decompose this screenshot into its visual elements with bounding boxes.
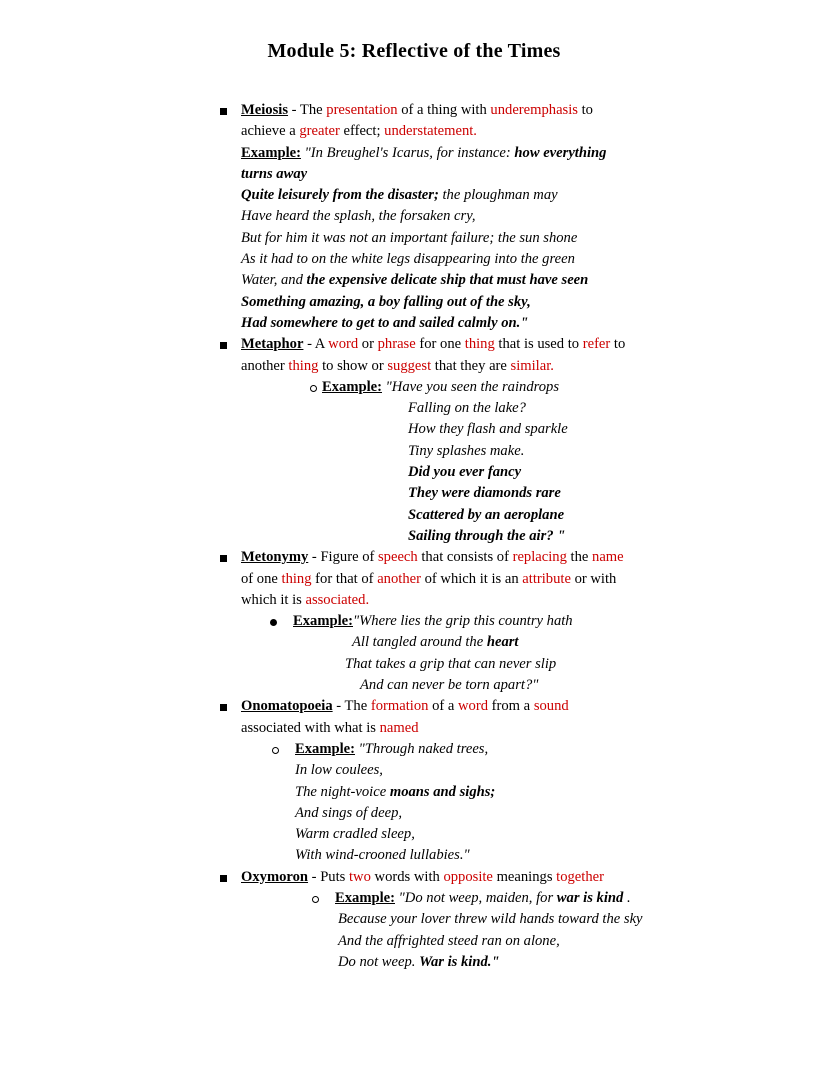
doc-line [220, 228, 805, 249]
text-segment: from a [488, 698, 534, 715]
text-segment: Sailing through the air? " [408, 527, 566, 544]
text-segment: words with [370, 868, 444, 885]
doc-line [220, 249, 805, 270]
text-segment: war is kind [556, 889, 624, 906]
circle-bullet-icon [310, 385, 317, 392]
text-segment: Example: [241, 144, 301, 161]
doc-line [220, 164, 805, 185]
doc-line [220, 483, 805, 504]
doc-line [220, 867, 805, 888]
text-segment: presentation [326, 102, 398, 118]
text-segment: which it is [241, 591, 306, 608]
text-segment: Example: [322, 378, 382, 395]
text-segment: to show or [318, 357, 388, 374]
text-segment: Water, and [241, 272, 307, 289]
doc-line [220, 590, 805, 611]
doc-line [220, 654, 805, 675]
text-segment: - The [332, 698, 371, 715]
doc-line [220, 718, 805, 739]
doc-line [220, 739, 805, 760]
square-bullet-icon [220, 342, 227, 349]
text-segment: Example: [295, 740, 355, 757]
text-segment: word [328, 336, 359, 353]
text-segment: Metonymy [241, 549, 309, 566]
doc-line [220, 675, 805, 696]
text-segment: similar. [510, 357, 554, 374]
doc-line [220, 845, 805, 866]
text-segment: In low coulees, [295, 762, 383, 779]
doc-line [220, 313, 805, 334]
doc-line [220, 632, 805, 653]
square-bullet-icon [220, 108, 227, 115]
doc-line [220, 909, 805, 930]
text-segment: of one [241, 570, 282, 587]
doc-line [220, 760, 805, 781]
doc-line [220, 292, 805, 313]
text-segment: Because your lover threw wild hands toward the sky [338, 911, 643, 928]
text-segment: associated with what is [241, 719, 380, 736]
square-bullet-icon [220, 704, 227, 711]
text-segment: - Figure of [308, 549, 378, 566]
text-segment: to [577, 102, 593, 118]
text-segment: Example: [293, 613, 353, 630]
text-segment: attribute [522, 570, 571, 587]
text-segment: Do not weep. [338, 953, 420, 970]
text-segment: word [458, 698, 489, 715]
text-segment: "Have you seen the raindrops [385, 378, 560, 395]
doc-line [220, 782, 805, 803]
text-segment: replacing [512, 549, 567, 566]
doc-line [220, 419, 805, 440]
text-segment: Onomatopoeia [241, 698, 333, 715]
doc-line [220, 206, 805, 227]
square-bullet-icon [220, 875, 227, 882]
doc-line [220, 356, 805, 377]
text-segment: Quite leisurely from the disaster; [241, 187, 439, 204]
doc-line [220, 462, 805, 483]
text-segment: phrase [377, 336, 416, 353]
text-segment: As it had to on the white legs disappearing into the green [241, 251, 575, 268]
doc-line [220, 185, 805, 206]
text-segment: for that of [311, 570, 378, 587]
doc-line [220, 696, 805, 717]
text-segment: to [610, 336, 626, 353]
doc-line [220, 398, 805, 419]
term-entry-onomatopoeia [220, 696, 805, 866]
text-segment: "Do not weep, maiden, for [398, 889, 557, 906]
doc-line [220, 143, 805, 164]
text-segment: opposite [443, 868, 493, 885]
text-segment: effect; [339, 123, 385, 140]
text-segment: "Through naked trees, [358, 740, 489, 757]
text-segment: But for him it was not an important failure; the sun shone [241, 229, 578, 246]
text-segment: All tangled around the [352, 634, 487, 651]
text-segment: They were diamonds rare [408, 485, 561, 502]
text-segment: the ploughman may [438, 187, 558, 204]
text-segment: that is used to [494, 336, 583, 353]
text-segment: refer [582, 336, 611, 353]
term-entry-metonymy [220, 547, 805, 696]
text-segment: that they are [431, 357, 511, 374]
text-segment: Metaphor [241, 336, 304, 353]
circle-bullet-icon [312, 896, 319, 903]
document-title: Module 5: Reflective of the Times [267, 40, 561, 62]
text-segment: named [379, 719, 419, 736]
text-segment: or with [570, 570, 617, 587]
text-segment: thing [464, 336, 495, 353]
text-segment: And the affrighted steed ran on alone, [338, 932, 560, 949]
text-segment: "Where lies the grip this country hath [353, 613, 573, 630]
doc-line [220, 121, 805, 142]
text-segment: - Puts [308, 868, 349, 885]
doc-line [220, 803, 805, 824]
text-segment: moans and sighs; [389, 783, 496, 800]
text-segment: turns away [241, 165, 308, 182]
doc-line [220, 931, 805, 952]
text-segment: "In Breughel's Icarus, for instance: [304, 144, 515, 161]
text-segment: Something amazing, a boy falling out of the sky, [241, 293, 531, 310]
definition-list [220, 100, 805, 973]
disc-bullet-icon [270, 619, 277, 626]
doc-line [220, 569, 805, 590]
text-segment: for one [415, 336, 465, 353]
text-segment: Have heard the splash, the forsaken cry, [241, 208, 476, 225]
text-segment: meanings [492, 868, 557, 885]
text-segment: Did you ever fancy [408, 464, 522, 481]
text-segment: Oxymoron [241, 868, 309, 885]
doc-line [220, 888, 805, 909]
doc-line [220, 377, 805, 398]
doc-line [220, 611, 805, 632]
text-segment: Tiny splashes make. [408, 442, 525, 459]
text-segment: name [592, 549, 624, 566]
text-segment: formation [370, 698, 429, 715]
term-entry-oxymoron [220, 867, 805, 973]
text-segment: thing [288, 357, 319, 374]
text-segment: of a thing with [397, 102, 491, 118]
text-segment: of a [428, 698, 459, 715]
text-segment: underemphasis [490, 102, 578, 118]
text-segment: greater [299, 123, 340, 140]
text-segment: Falling on the lake? [408, 400, 526, 417]
doc-line [220, 526, 805, 547]
text-segment: That takes a grip that can never slip [345, 655, 557, 672]
text-segment: two [348, 868, 371, 885]
doc-line [220, 334, 805, 355]
text-segment: And can never be torn apart?" [360, 677, 539, 694]
text-segment: The night-voice [295, 783, 390, 800]
text-segment: that consists of [417, 549, 513, 566]
text-segment: another [241, 357, 289, 374]
text-segment: thing [281, 570, 312, 587]
text-segment: or [358, 336, 378, 353]
text-segment: Meiosis [241, 102, 289, 118]
doc-line [220, 547, 805, 568]
text-segment: the expensive delicate ship that must have seen [306, 272, 589, 289]
text-segment: Warm cradled sleep, [295, 826, 415, 843]
text-segment: the [566, 549, 593, 566]
doc-line [220, 441, 805, 462]
text-segment: Scattered by an aeroplane [408, 506, 565, 523]
term-entry-metaphor [220, 334, 805, 547]
text-segment: another [377, 570, 421, 587]
doc-line [220, 505, 805, 526]
text-segment: War is kind." [419, 953, 500, 970]
doc-line [220, 270, 805, 291]
text-segment: How they flash and sparkle [408, 421, 568, 438]
text-segment: And sings of deep, [295, 804, 403, 821]
text-segment: Had somewhere to get to and sailed calmly on." [241, 314, 529, 331]
doc-line [220, 824, 805, 845]
term-entry-meiosis [220, 100, 805, 334]
text-segment: together [556, 868, 604, 885]
text-segment: suggest [387, 357, 432, 374]
text-segment: . [623, 889, 631, 906]
text-segment: associated. [305, 591, 370, 608]
text-segment: achieve a [241, 123, 300, 140]
text-segment: - The [288, 102, 327, 118]
text-segment: speech [378, 549, 418, 566]
doc-line [220, 952, 805, 973]
text-segment: of which it is an [420, 570, 523, 587]
text-segment: With wind-crooned lullabies." [295, 847, 470, 864]
text-segment: heart [486, 634, 519, 651]
circle-bullet-icon [272, 747, 279, 754]
text-segment: - A [303, 336, 329, 353]
text-segment: understatement. [384, 123, 477, 140]
square-bullet-icon [220, 555, 227, 562]
text-segment: Example: [335, 889, 395, 906]
text-segment: how everything [514, 144, 607, 161]
text-segment: sound [533, 698, 569, 715]
doc-line [220, 100, 805, 121]
